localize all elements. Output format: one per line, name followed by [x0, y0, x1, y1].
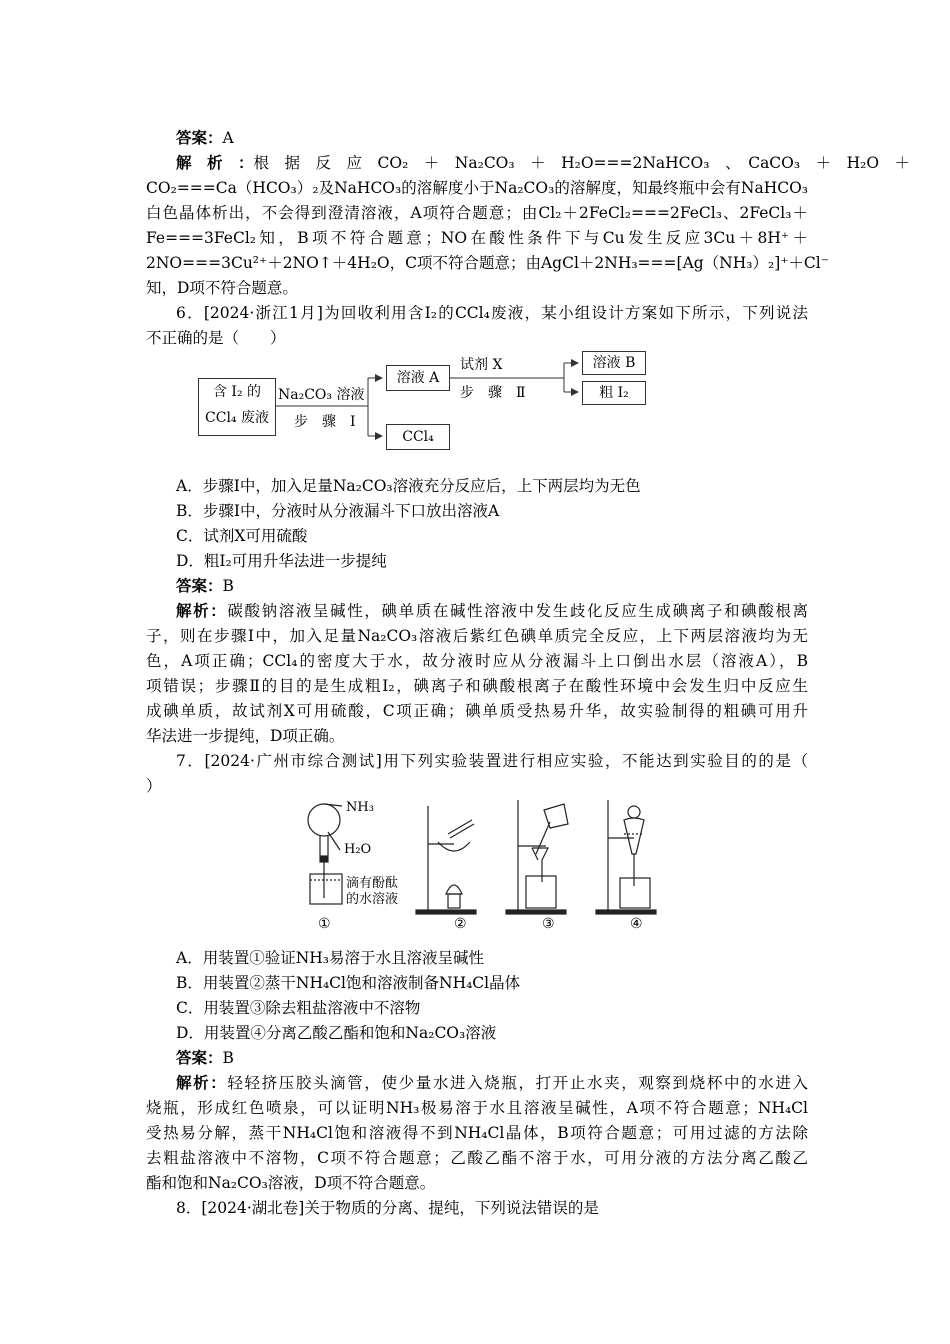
q7-analysis-line-5: 酯和饱和Na₂CO₃溶液，D项不符合题意。	[146, 1174, 436, 1192]
q6-stem-line-2: 不正确的是（ ）	[146, 329, 286, 347]
label-phenolphthalein-solution: 滴有酚酞 的水溶液	[346, 876, 399, 907]
apparatus-3-filtration	[506, 800, 568, 914]
q6-stem-line-1: 6．[2024·浙江1月]为回收利用含I₂的CCl₄废液，某小组设计方案如下所示，下列说法	[176, 304, 808, 322]
q6-option-d: D．粗I₂可用升华法进一步提纯	[176, 552, 387, 570]
label-apparatus-1: ①	[318, 916, 331, 932]
q6-option-c: C．试剂X可用硫酸	[176, 527, 308, 545]
label-apparatus-4: ④	[630, 916, 643, 932]
q6-analysis-line-2: 子，则在步骤Ⅰ中，加入足量Na₂CO₃溶液后紫红色碘单质完全反应，上下两层溶液均为无	[146, 627, 808, 645]
q7-option-b: B．用装置②蒸干NH₄Cl饱和溶液制备NH₄Cl晶体	[176, 974, 521, 992]
q7-analysis-line-1: 解析：轻轻挤压胶头滴管，使少量水进入烧瓶，打开止水夹，观察到烧杯中的水进入	[176, 1073, 808, 1092]
label-apparatus-3: ③	[542, 916, 555, 932]
step1-reagent-label: Na₂CO₃ 溶液	[278, 387, 365, 403]
apparatus-1-fountain	[308, 804, 342, 904]
q5-analysis-line-3: 白色晶体析出，不会得到澄清溶液，A项符合题意；由Cl₂＋2FeCl₂===2FeCl₃、2FeCl₃＋	[146, 204, 808, 222]
q7-option-a: A．用装置①验证NH₃易溶于水且溶液呈碱性	[176, 949, 484, 967]
label-h2o: H₂O	[344, 842, 372, 857]
q7-analysis-line-4: 去粗盐溶液中不溶物，C项不符合题意；乙酸乙酯不溶于水，可用分液的方法分离乙酸乙	[146, 1149, 808, 1167]
q8-stem-line-1: 8．[2024·湖北卷]关于物质的分离、提纯，下列说法错误的是	[176, 1199, 599, 1217]
q6-option-a: A．步骤Ⅰ中，加入足量Na₂CO₃溶液充分反应后，上下两层均为无色	[176, 477, 641, 495]
q5-analysis-line-5: 2NO===3Cu²⁺＋2NO↑＋4H₂O，C项不符合题意；由AgCl＋2NH₃===[Ag（NH₃）₂]⁺＋Cl⁻	[146, 254, 829, 272]
q5-analysis-line-4: Fe===3FeCl₂知，B项不符合题意；NO在酸性条件下与Cu发生反应3Cu＋8H⁺＋	[146, 229, 808, 247]
q6-analysis-line-5: 成碘单质，故试剂X可用硫酸，C项正确；碘单质受热易升华，故实验制得的粗碘可用升	[146, 702, 808, 720]
q7-analysis-line-2: 烧瓶，形成红色喷泉，可以证明NH₃极易溶于水且溶液呈碱性，A项不符合题意；NH₄Cl	[146, 1099, 808, 1117]
apparatus-4-separatory-funnel	[596, 800, 656, 914]
apparatus-2-evaporation	[416, 806, 476, 914]
box-start: 含 I₂ 的 CCl₄ 废液	[198, 378, 276, 436]
q7-apparatus-figure	[306, 798, 686, 938]
q7-stem-line-1: 7．[2024·广州市综合测试]用下列实验装置进行相应实验，不能达到实验目的的是（	[176, 752, 808, 770]
q6-answer: 答案：B	[176, 576, 234, 595]
label-apparatus-2: ②	[454, 916, 467, 932]
apparatus-drawing	[306, 798, 686, 938]
box-ccl4: CCl₄	[386, 424, 450, 450]
label-nh3: NH₃	[346, 800, 374, 815]
box-solution-a: 溶液 A	[386, 365, 450, 391]
q6-analysis-line-1: 解析：碳酸钠溶液呈碱性，碘单质在碱性溶液中发生歧化反应生成碘离子和碘酸根离	[176, 601, 808, 620]
q6-analysis-line-6: 华法进一步提纯，D项正确。	[146, 727, 345, 745]
step2-name-label: 步 骤 Ⅱ	[460, 385, 526, 401]
q5-analysis-line-6: 知，D项不符合题意。	[146, 279, 298, 297]
step2-reagent-label: 试剂 X	[460, 357, 503, 373]
q5-analysis-line-1: 解 析 ：根 据 反 应 CO₂ ＋ Na₂CO₃ ＋ H₂O===2NaHCO₃ 、 CaCO₃ ＋ H₂O ＋	[176, 153, 911, 172]
q7-analysis-line-3: 受热易分解，蒸干NH₄Cl饱和溶液得不到NH₄Cl晶体，B项符合题意；可用过滤的方法除	[146, 1124, 808, 1142]
q5-answer	[176, 126, 234, 150]
box-crude-i2: 粗 I₂	[582, 381, 646, 405]
q7-option-d: D．用装置④分离乙酸乙酯和饱和Na₂CO₃溶液	[176, 1024, 497, 1042]
box-solution-b: 溶液 B	[582, 351, 646, 375]
q5-analysis-line-2: CO₂===Ca（HCO₃）₂及NaHCO₃的溶解度小于Na₂CO₃的溶解度，知最终瓶中会有NaHCO₃	[146, 179, 808, 197]
answer-label: 答案：	[176, 128, 223, 147]
answer-value: A	[222, 129, 234, 147]
q7-answer: 答案：B	[176, 1048, 234, 1067]
q6-analysis-line-4: 项错误；步骤Ⅱ的目的是生成粗I₂，碘离子和碘酸根离子在酸性环境中会发生归中反应生	[146, 677, 808, 695]
q6-analysis-line-3: 色，A项正确；CCl₄的密度大于水，故分液时应从分液漏斗上口倒出水层（溶液A），B	[146, 652, 808, 670]
q6-option-b: B．步骤Ⅰ中，分液时从分液漏斗下口放出溶液A	[176, 502, 500, 520]
q7-stem-line-2: ）	[146, 777, 162, 795]
analysis-label: 解 析 ：	[176, 153, 254, 172]
q6-flow-diagram	[198, 348, 636, 458]
q7-option-c: C．用装置③除去粗盐溶液中不溶物	[176, 999, 421, 1017]
step1-name-label: 步 骤 Ⅰ	[294, 414, 356, 430]
